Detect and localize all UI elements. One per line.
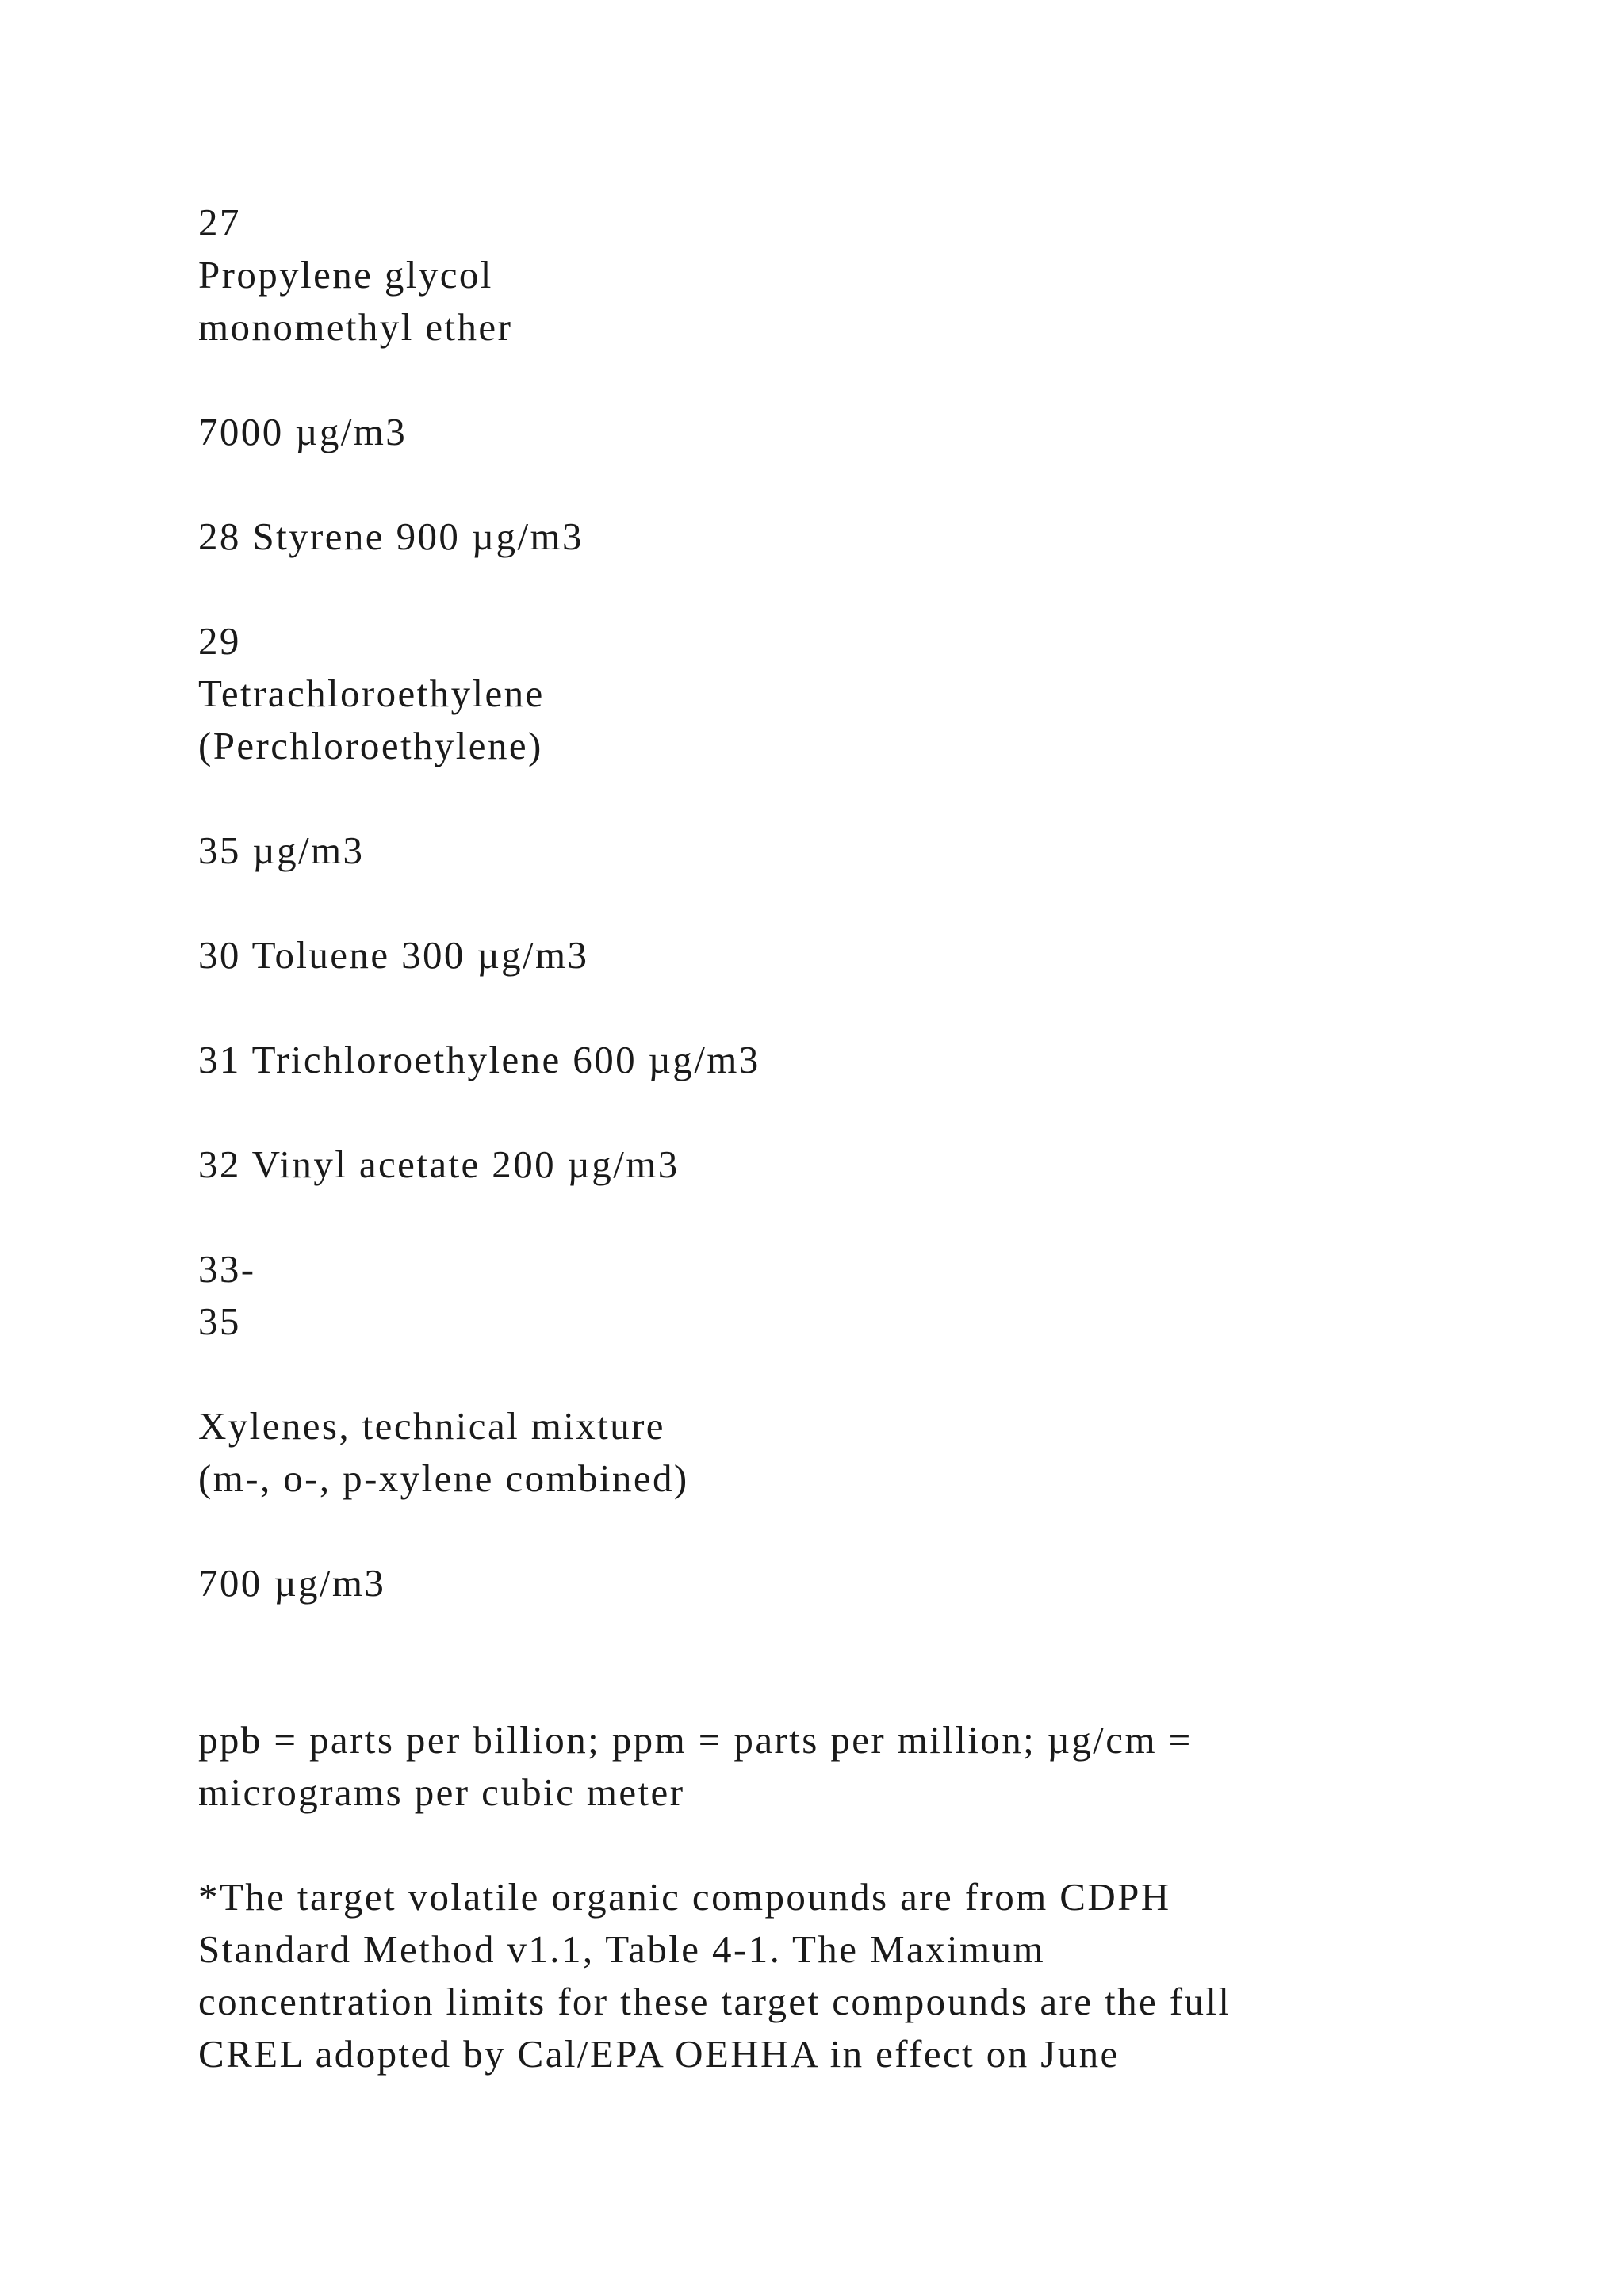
- entry-29-name-line2: (Perchloroethylene): [198, 724, 543, 767]
- entry-32: 32 Vinyl acetate 200 µg/m3: [198, 1142, 680, 1186]
- spacer: [198, 1086, 1467, 1138]
- footnote-source-line4: CREL adopted by Cal/EPA OEHHA in effect on June: [198, 2032, 1120, 2076]
- footnote-source-line2: Standard Method v1.1, Table 4-1. The Maximum: [198, 1927, 1045, 1971]
- entry-27-name-line2: monomethyl ether: [198, 305, 513, 349]
- entry-27-number: 27: [198, 201, 241, 244]
- entry-33-35-number-line1: 33-: [198, 1247, 256, 1291]
- entry-29-name-line1: Tetrachloroethylene: [198, 672, 545, 715]
- entry-30: 30 Toluene 300 µg/m3: [198, 933, 589, 977]
- entry-31: 31 Trichloroethylene 600 µg/m3: [198, 1038, 760, 1081]
- entry-33-35-number-line2: 35: [198, 1299, 241, 1343]
- spacer: [198, 1609, 1467, 1714]
- spacer: [198, 1348, 1467, 1400]
- footnote-units-line2: micrograms per cubic meter: [198, 1770, 685, 1814]
- spacer: [198, 877, 1467, 929]
- footnote-units-line1: ppb = parts per billion; ppm = parts per million; µg/cm =: [198, 1718, 1193, 1762]
- footnote-source-line1: *The target volatile organic compounds are from CDPH: [198, 1875, 1171, 1919]
- spacer: [198, 1819, 1467, 1871]
- spacer: [198, 458, 1467, 511]
- footnote-source-line3: concentration limits for these target compounds are the full: [198, 1980, 1231, 2023]
- spacer: [198, 1191, 1467, 1243]
- entry-29-limit: 35 µg/m3: [198, 828, 365, 872]
- entry-27-name-line1: Propylene glycol: [198, 253, 493, 297]
- spacer: [198, 982, 1467, 1034]
- entry-33-35-limit: 700 µg/m3: [198, 1561, 386, 1605]
- entry-27-limit: 7000 µg/m3: [198, 410, 408, 453]
- document-body: [198, 197, 1467, 2080]
- entry-33-35-name-line2: (m-, o-, p-xylene combined): [198, 1456, 689, 1500]
- entry-33-35-name-line1: Xylenes, technical mixture: [198, 1404, 665, 1448]
- spacer: [198, 1505, 1467, 1557]
- entry-28: 28 Styrene 900 µg/m3: [198, 515, 584, 558]
- entry-29-number: 29: [198, 619, 241, 663]
- spacer: [198, 354, 1467, 406]
- spacer: [198, 563, 1467, 615]
- spacer: [198, 772, 1467, 825]
